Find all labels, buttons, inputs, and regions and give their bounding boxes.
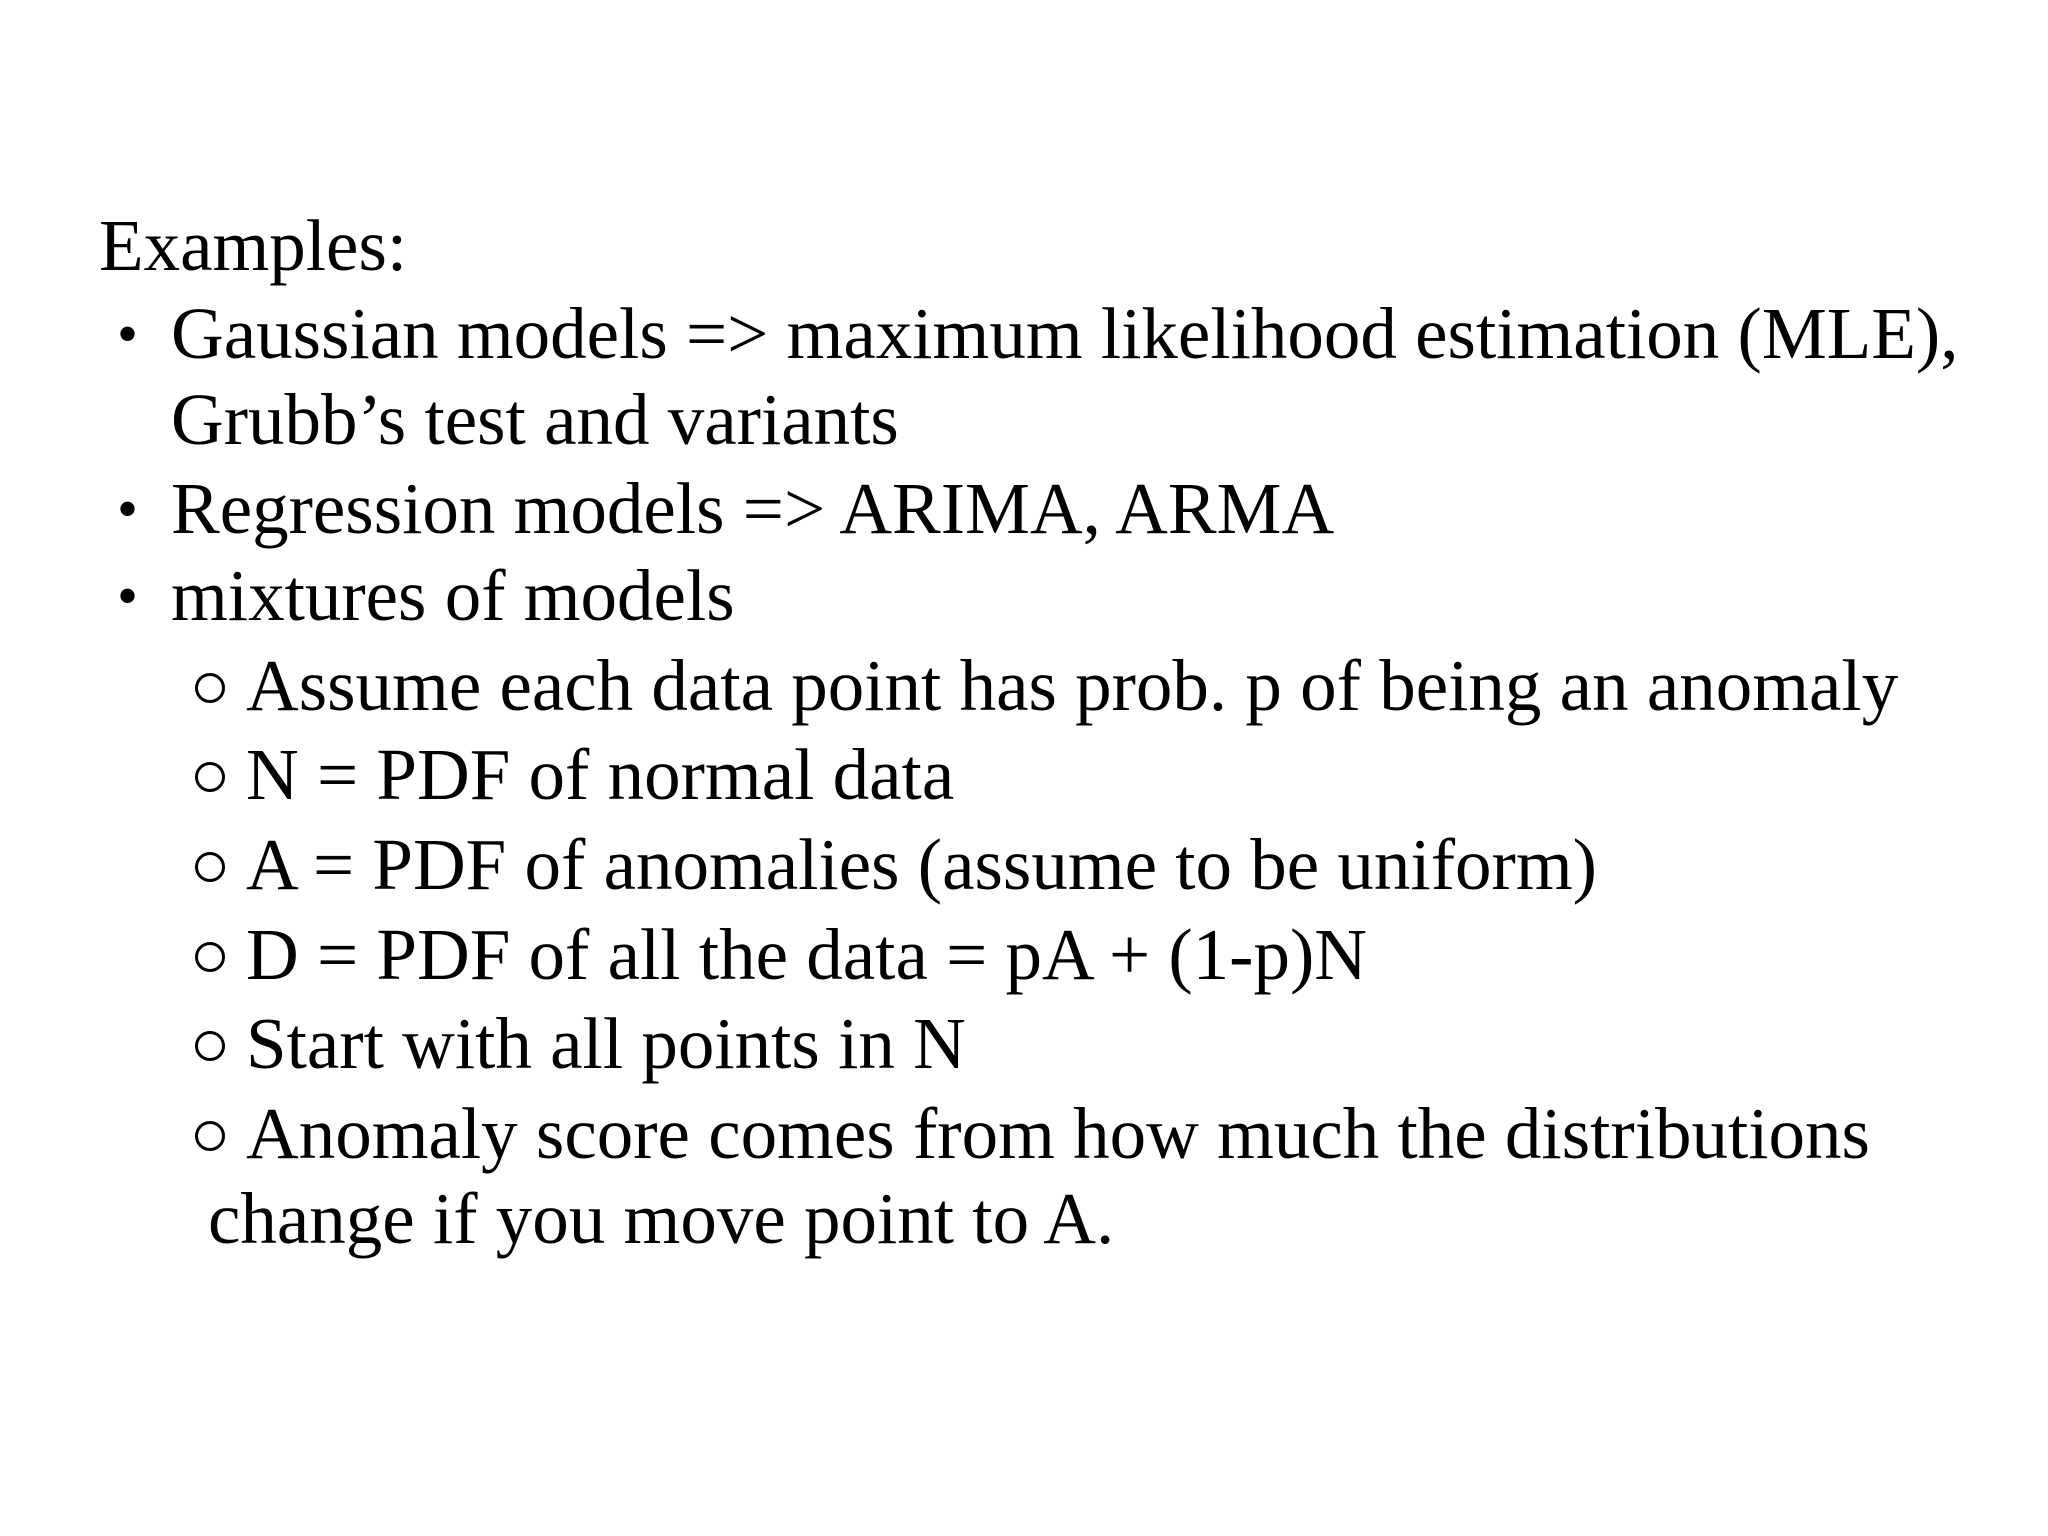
- hollow-circle-bullet-icon: [195, 762, 225, 792]
- examples-heading: Examples:: [99, 205, 408, 286]
- sub-list-item-text: D = PDF of all the data = pA + (1-p)N: [246, 914, 1368, 995]
- sub-list-item-text: Assume each data point has prob. p of being an anomaly: [246, 645, 1899, 726]
- bullet-icon: •: [117, 476, 139, 542]
- hollow-circle-bullet-icon: [195, 852, 225, 882]
- bullet-icon: •: [117, 301, 139, 367]
- list-item-text-continued: Grubb’s test and variants: [171, 379, 899, 460]
- sub-list-item-text-continued: change if you move point to A.: [208, 1178, 1115, 1259]
- bullet-icon: •: [117, 563, 139, 629]
- hollow-circle-bullet-icon: [195, 942, 225, 972]
- list-item-text: mixtures of models: [171, 555, 735, 636]
- hollow-circle-bullet-icon: [195, 1031, 225, 1061]
- sub-list-item-text: Start with all points in N: [246, 1003, 966, 1084]
- list-item-text: Regression models => ARIMA, ARMA: [171, 468, 1335, 549]
- hollow-circle-bullet-icon: [195, 1121, 225, 1151]
- sub-list-item-text: Anomaly score comes from how much the distributions: [246, 1093, 1870, 1174]
- sub-list-item-text: A = PDF of anomalies (assume to be uniform): [246, 824, 1597, 905]
- hollow-circle-bullet-icon: [195, 673, 225, 703]
- list-item-text: Gaussian models => maximum likelihood estimation (MLE),: [171, 293, 1959, 374]
- sub-list-item-text: N = PDF of normal data: [246, 734, 955, 815]
